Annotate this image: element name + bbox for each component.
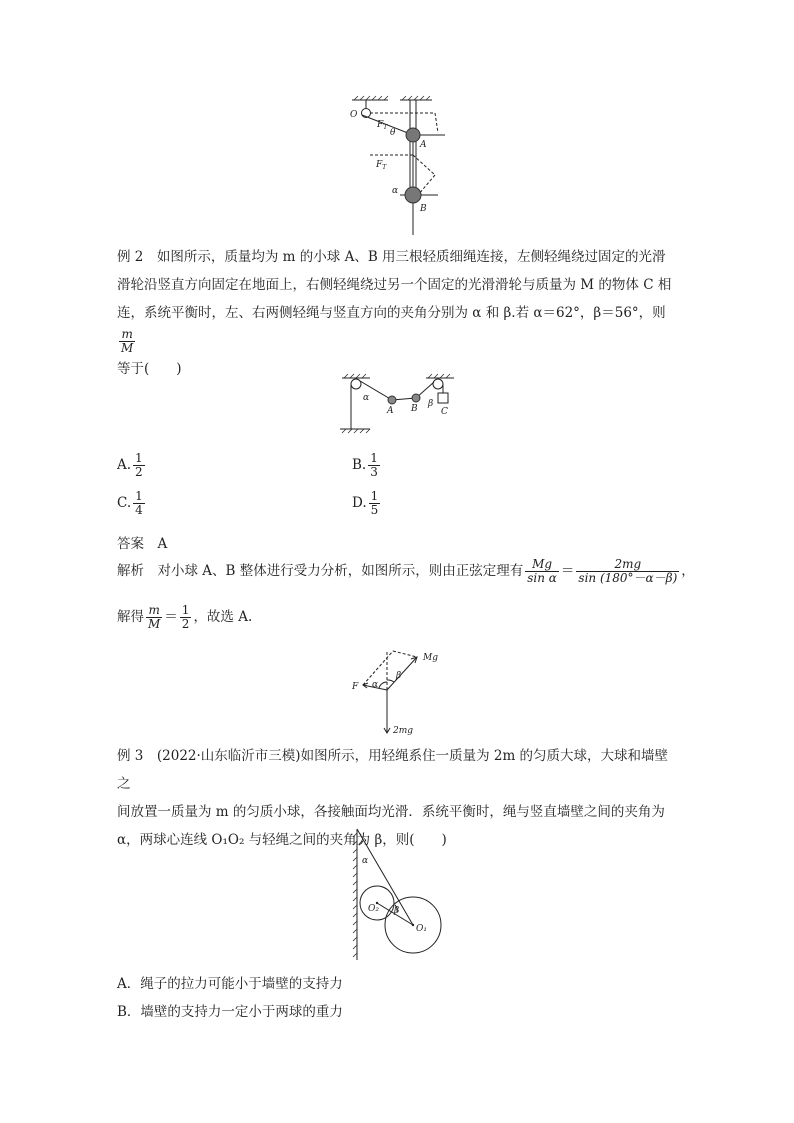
label-beta: β — [394, 906, 400, 916]
label-A: A — [420, 140, 427, 150]
example-2 — [117, 243, 677, 383]
label-alpha: α — [392, 186, 399, 196]
fraction-m-over-M: $\frac{m}{M}$ — [121, 327, 134, 355]
example-3-line1: (2022·山东临沂市三模)如图所示，用轻绳系住一质量为 2m 的匀质大球，大球和墙壁之 — [117, 748, 669, 792]
label-2mg: 2mg — [393, 726, 414, 736]
label-Mg: Mg — [423, 653, 438, 663]
label-alpha: α — [363, 393, 370, 403]
example-2-line4: 等于( ) — [117, 361, 182, 377]
label-A: A — [387, 406, 394, 416]
figure-force-triangle — [345, 645, 455, 737]
option-a[interactable]: A. $\frac{1}{2}$ — [117, 451, 143, 479]
label-B: B — [411, 404, 418, 414]
label-O2: O₂ — [368, 904, 379, 914]
label-C: C — [441, 407, 448, 417]
example-3-label: 例 3 — [117, 748, 144, 764]
label-FT2: $F_T$ — [376, 160, 387, 171]
label-beta: β — [428, 399, 434, 409]
answer: 答案 A — [117, 536, 168, 552]
label-FT: $F_T$ — [377, 120, 388, 131]
example-2-line1: 如图所示，质量均为 m 的小球 A、B 用三根轻质细绳连接，左侧轻绳绕过固定的光滑 — [156, 249, 666, 265]
analysis-equation: 解析 对小球 A、B 整体进行受力分析，如图所示，则由正弦定理有 $\frac{Mg}{\text{sin α}}$ ＝ $\frac{2mg}{\sin (180^\circ-\alpha-\beta)}$ ， — [117, 557, 695, 585]
label-beta: β — [396, 671, 402, 681]
label-theta: θ — [390, 128, 396, 138]
figure-wall-spheres — [345, 827, 445, 962]
option-c[interactable]: C. $\frac{1}{4}$ — [117, 489, 143, 517]
option-d[interactable]: D. $\frac{1}{5}$ — [352, 489, 379, 517]
choice-b[interactable]: B．墙壁的支持力一定小于两球的重力 — [117, 1004, 343, 1020]
figure-pulley-rope — [340, 95, 460, 235]
label-alpha: α — [362, 856, 369, 866]
option-b[interactable]: B. $\frac{1}{3}$ — [352, 451, 378, 479]
label-B: B — [420, 204, 427, 214]
label-O1: O₁ — [416, 924, 427, 934]
example-2-line2: 滑轮沿竖直方向固定在地面上，右侧轻绳绕过另一个固定的光滑滑轮与质量为 M 的物体 C 相 — [117, 277, 672, 293]
example-2-line3: 连，系统平衡时，左、右两侧轻绳与竖直方向的夹角分别为 α 和 β.若 α＝62°，β＝56°，则 — [117, 305, 666, 321]
analysis-solve: 解得 $\frac{m}{M}$ ＝ $\frac{1}{2}$ ，故选 A. — [117, 603, 253, 631]
label-O: O — [350, 110, 358, 120]
label-F: F — [352, 682, 359, 692]
example-3-line2: 间放置一质量为 m 的匀质小球，各接触面均光滑．系统平衡时，绳与竖直墙壁之间的夹角为 — [117, 804, 665, 820]
example-3-line3: α，两球心连线 O₁O₂ 与轻绳之间的夹角为 β，则( ) — [117, 832, 447, 848]
label-alpha: α — [372, 680, 379, 690]
figure-two-balls — [330, 372, 470, 437]
example-2-label: 例 2 — [117, 249, 144, 265]
choice-a[interactable]: A．绳子的拉力可能小于墙壁的支持力 — [117, 976, 343, 992]
